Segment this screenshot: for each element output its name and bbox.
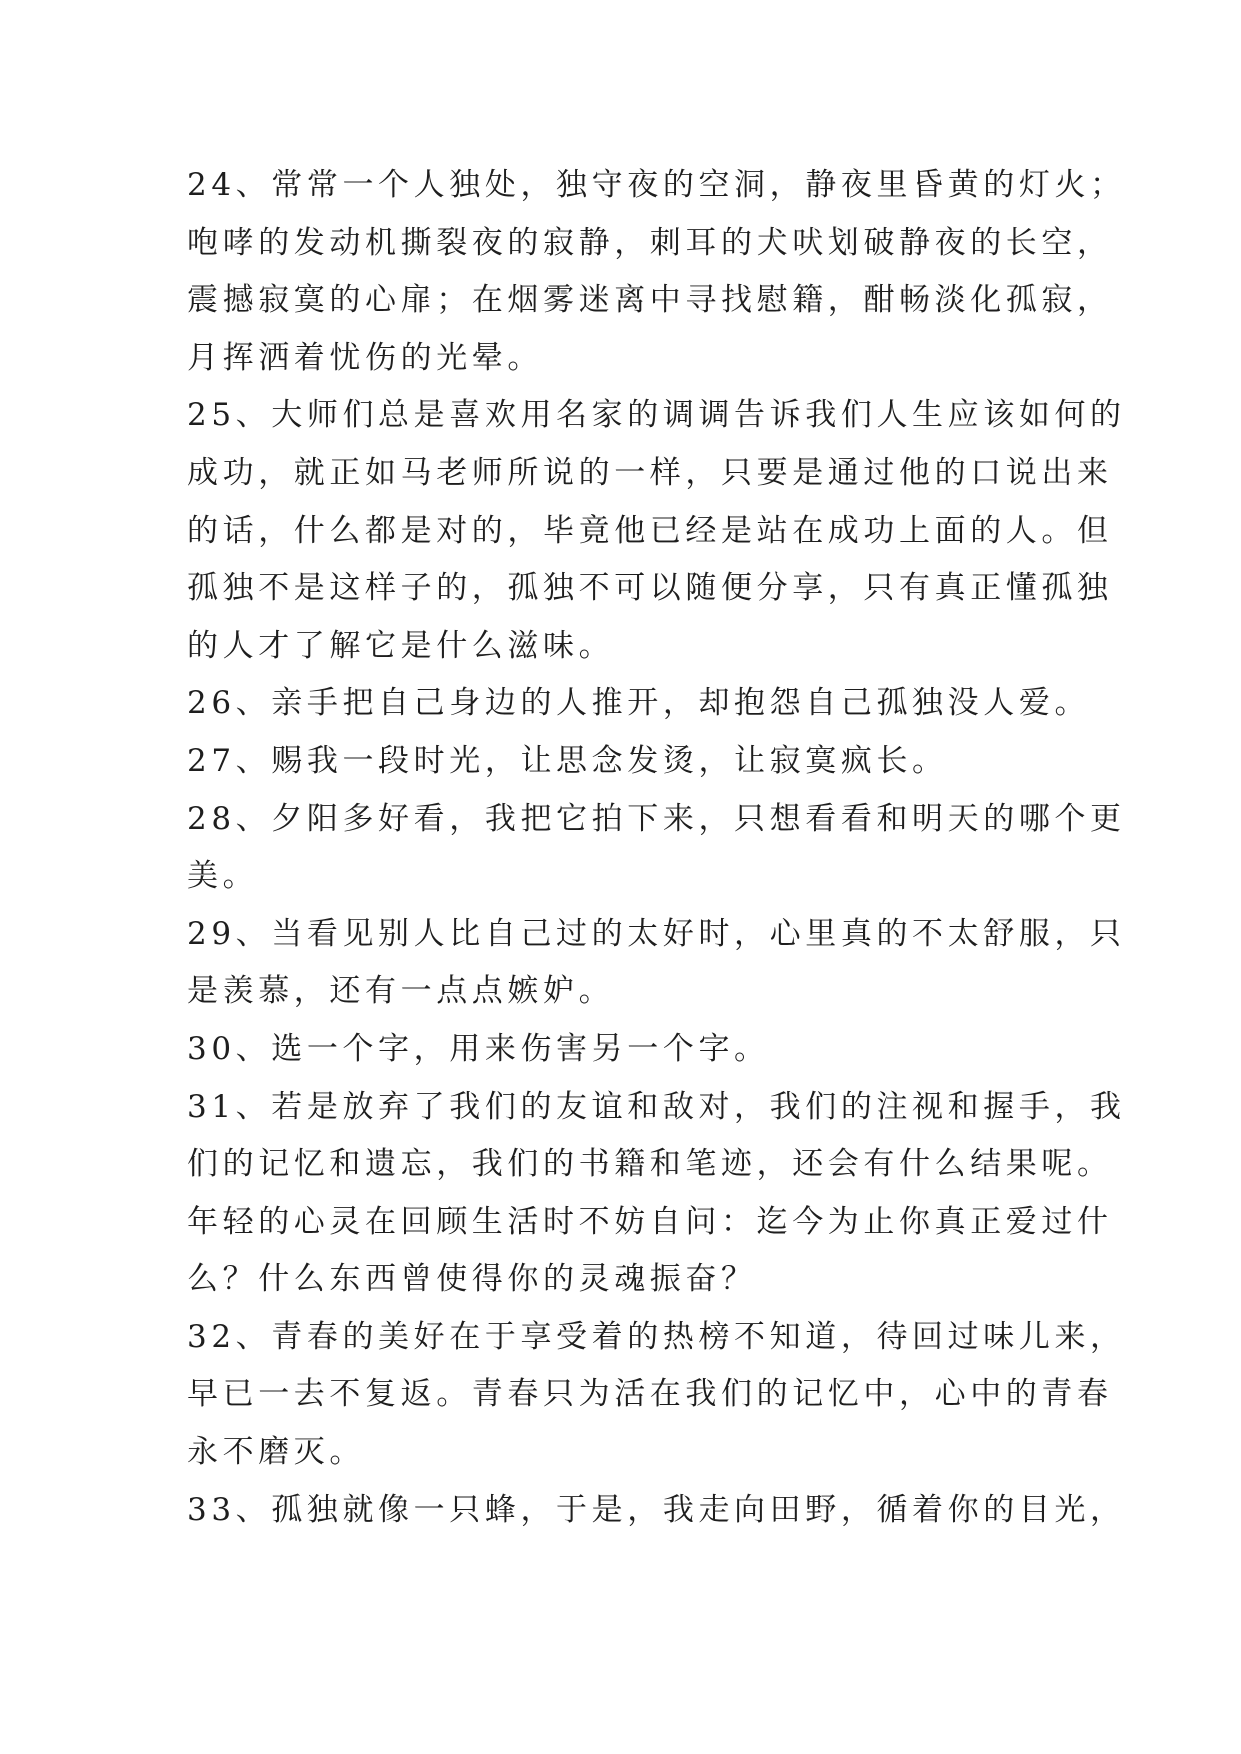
text-line: 的人才了解它是什么滋味。	[187, 627, 615, 664]
text-line: 27、赐我一段时光，让思念发烫，让寂寞疯长。	[187, 742, 948, 779]
text-line: 么？什么东西曾使得你的灵魂振奋？	[187, 1261, 757, 1298]
text-line: 美。	[187, 858, 259, 895]
text-line: 年轻的心灵在回顾生活时不妨自问：迄今为止你真正爱过什	[187, 1203, 1113, 1240]
text-line: 31、若是放弃了我们的友谊和敌对，我们的注视和握手，我	[187, 1088, 1126, 1125]
text-line: 的话，什么都是对的，毕竟他已经是站在成功上面的人。但	[187, 512, 1113, 549]
text-line: 孤独不是这样子的，孤独不可以随便分享，只有真正懂孤独	[187, 570, 1113, 607]
text-line: 28、夕阳多好看，我把它拍下来，只想看看和明天的哪个更	[187, 800, 1126, 837]
text-line: 25、大师们总是喜欢用名家的调调告诉我们人生应该如何的	[187, 397, 1126, 434]
document-body	[187, 157, 1126, 1539]
text-line: 成功，就正如马老师所说的一样，只要是通过他的口说出来	[187, 454, 1113, 491]
text-line: 咆哮的发动机撕裂夜的寂静，刺耳的犬吠划破静夜的长空，	[187, 224, 1113, 261]
text-line: 震撼寂寞的心扉；在烟雾迷离中寻找慰籍，酣畅淡化孤寂，	[187, 282, 1113, 319]
text-line: 永不磨灭。	[187, 1434, 365, 1471]
text-line: 早已一去不复返。青春只为活在我们的记忆中，心中的青春	[187, 1376, 1113, 1413]
text-line: 们的记忆和遗忘，我们的书籍和笔迹，还会有什么结果呢。	[187, 1146, 1113, 1183]
text-line: 24、常常一个人独处，独守夜的空洞，静夜里昏黄的灯火；	[187, 167, 1126, 203]
text-line: 32、青春的美好在于享受着的热榜不知道，待回过味儿来，	[187, 1318, 1126, 1355]
text-line: 33、孤独就像一只蜂，于是，我走向田野，循着你的目光，	[187, 1491, 1126, 1528]
text-line: 29、当看见别人比自己过的太好时，心里真的不太舒服，只	[187, 915, 1126, 952]
text-line: 是羡慕，还有一点点嫉妒。	[187, 973, 615, 1010]
text-line: 月挥洒着忧伤的光晕。	[187, 339, 543, 376]
text-line: 26、亲手把自己身边的人推开，却抱怨自己孤独没人爱。	[187, 685, 1091, 722]
text-line: 30、选一个字，用来伤害另一个字。	[187, 1030, 770, 1067]
